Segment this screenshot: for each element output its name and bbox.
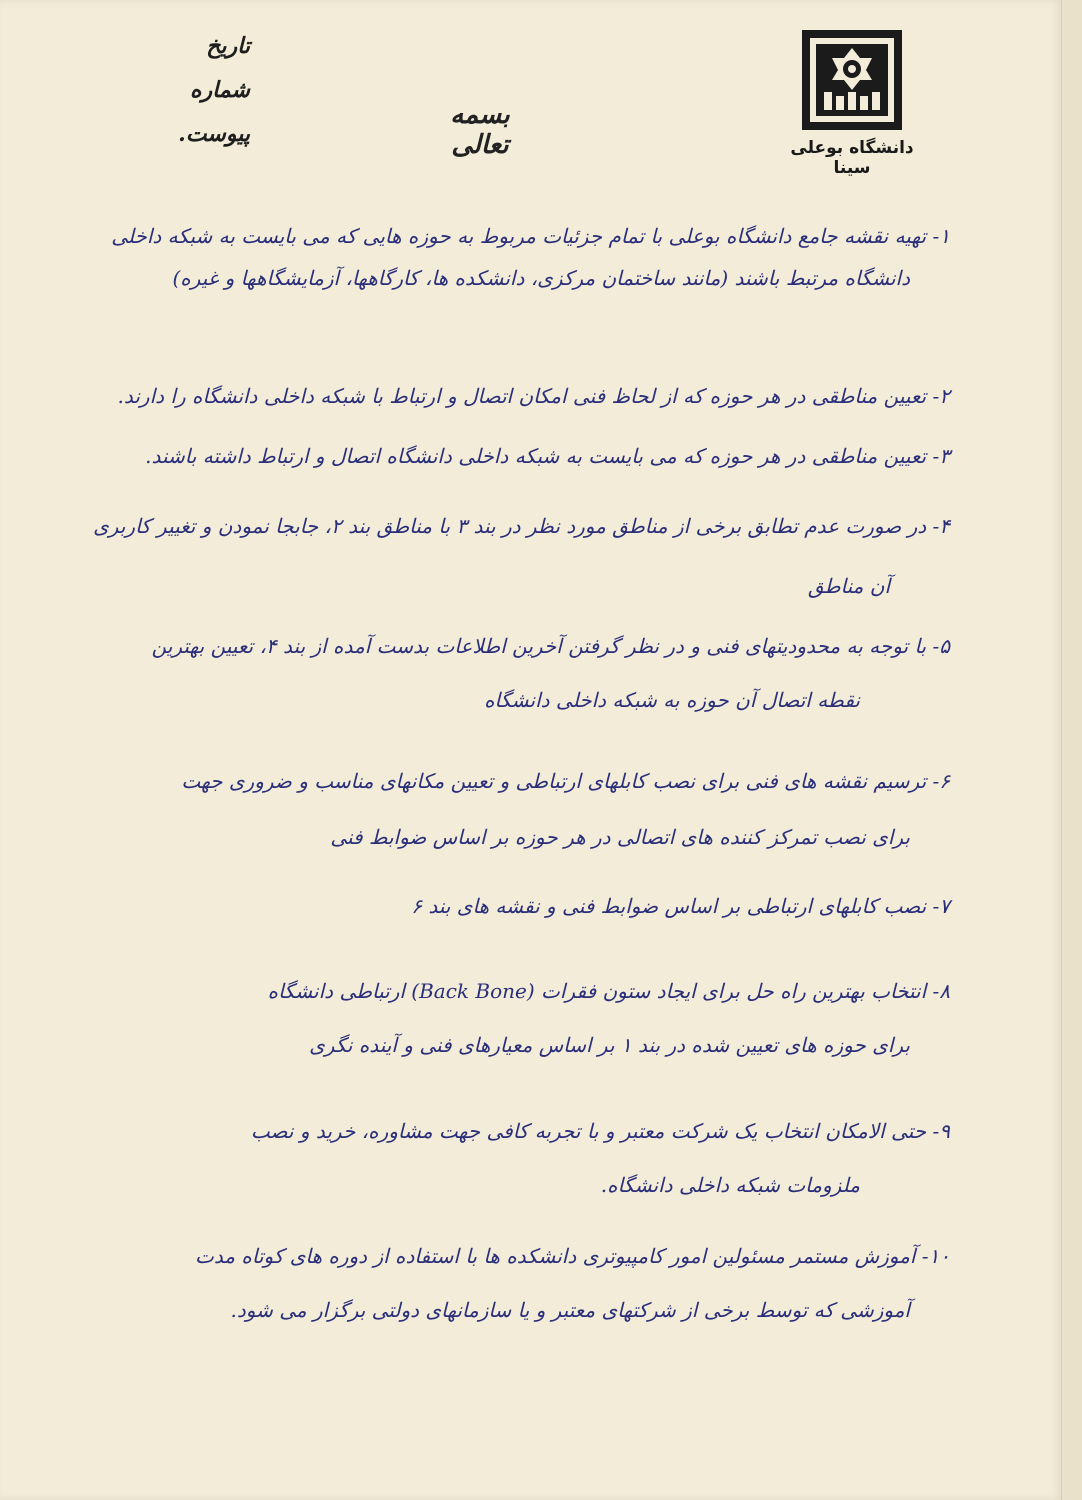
date-label: تاریخ [206,33,250,59]
item-line: آموزشی که توسط برخی از شرکتهای معتبر و یا سازمانهای دولتی برگزار می شود. [230,1298,910,1322]
list-item [90,970,950,1066]
bismillah-heading: بسمه تعالی [450,100,510,160]
letter-meta [120,24,250,156]
item-line: ۱- تهیه نقشه جامع دانشگاه بوعلی با تمام جزئیات مربوط به حوزه هایی که می بایست به شبکه داخلی [111,224,950,248]
item-line: ۶- ترسیم نقشه های فنی برای نصب کابلهای ارتباطی و تعیین مکانهای مناسب و ضروری جهت [181,769,950,793]
list-item [90,1110,950,1206]
list-item [90,505,950,607]
item-line: ۹- حتی الامکان انتخاب یک شرکت معتبر و با تجربه کافی جهت مشاوره، خرید و نصب [250,1119,950,1143]
list-item [90,215,950,299]
university-letterhead [772,28,932,178]
university-logo-icon [800,28,904,132]
item-line: ۳- تعیین مناطقی در هر حوزه که می بایست به شبکه داخلی دانشگاه اتصال و ارتباط داشته باشند. [145,444,950,468]
university-name: دانشگاه بوعلی سینا [790,138,914,178]
list-item [90,1235,950,1331]
item-line: ۷- نصب کابلهای ارتباطی بر اساس ضوابط فنی و نقشه های بند ۶ [411,894,950,918]
list-item [90,375,950,417]
list-item [90,760,950,858]
item-line: ۱۰- آموزش مستمر مسئولین امور کامپیوتری دانشکده ها با استفاده از دوره های کوتاه مدت [194,1244,950,1268]
item-line: برای حوزه های تعیین شده در بند ۱ بر اساس معیارهای فنی و آینده نگری [309,1033,910,1057]
list-item [90,885,950,927]
item-line: برای نصب تمرکز کننده های اتصالی در هر حوزه بر اساس ضوابط فنی [330,825,910,849]
list-item [90,435,950,477]
item-line: آن مناطق [807,574,890,598]
item-line: نقطه اتصال آن حوزه به شبکه داخلی دانشگاه [484,688,860,712]
item-line: ۵- با توجه به محدودیتهای فنی و در نظر گرفتن آخرین اطلاعات بدست آمده از بند ۴، تعیین بهترین [151,634,950,658]
item-line: ملزومات شبکه داخلی دانشگاه. [600,1173,860,1197]
item-line: ۲- تعیین مناطقی در هر حوزه که از لحاظ فنی امکان اتصال و ارتباط با شبکه داخلی دانشگاه را دارند. [117,384,950,408]
attachment-label: پیوست. [178,121,250,147]
paper-edge [1061,0,1082,1500]
item-line: دانشگاه مرتبط باشند (مانند ساختمان مرکزی، دانشکده ها، کارگاهها، آزمایشگاهها و غیره) [172,266,910,290]
item-line: ۸- انتخاب بهترین راه حل برای ایجاد ستون فقرات (Back Bone) ارتباطی دانشگاه [267,979,950,1003]
item-line: ۴- در صورت عدم تطابق برخی از مناطق مورد نظر در بند ۳ با مناطق بند ۲، جابجا نمودن و تغییر کاربری [93,514,950,538]
number-label: شماره [189,77,250,103]
list-item [90,625,950,721]
